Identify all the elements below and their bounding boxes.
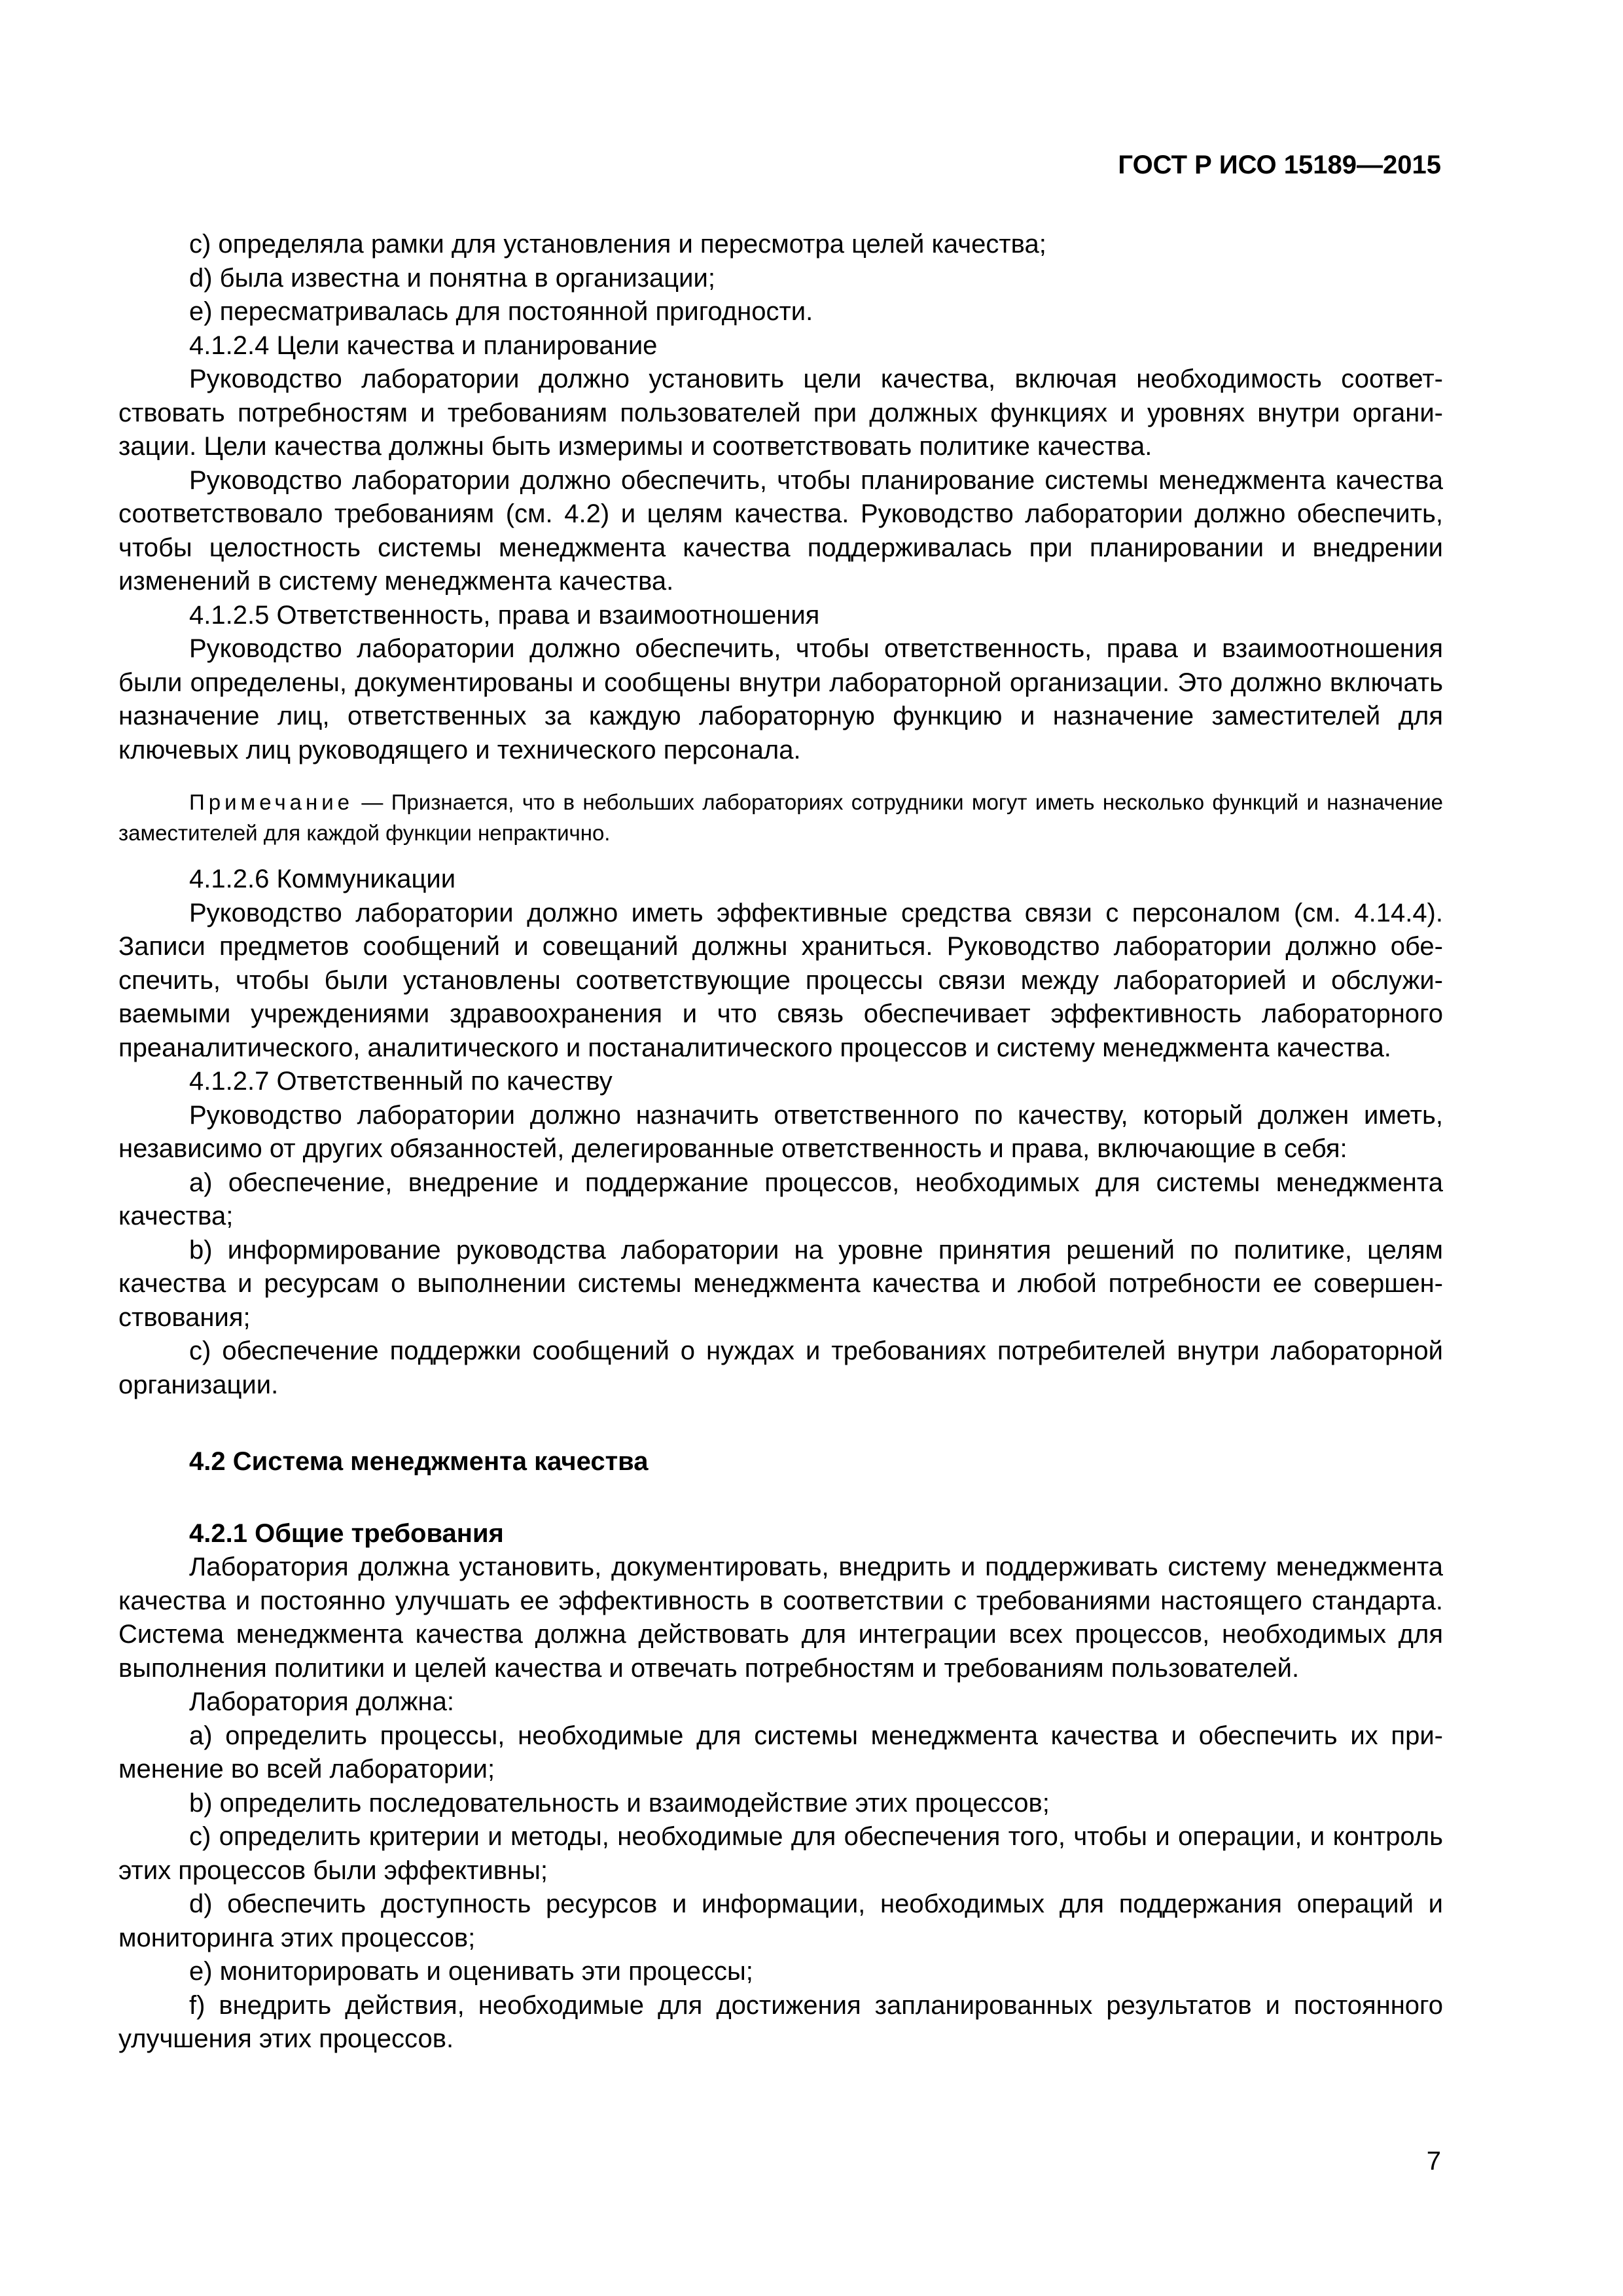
list-item-d: d) была известна и понятна в организации; (189, 263, 715, 293)
list-item-d: d) обеспечить доступность ресурсов и информации, необходимых для поддержания операций и мониторинга этих процессов; (118, 1890, 1443, 1952)
list-item-c: c) определяла рамки для установления и пересмотра целей качества; (189, 230, 1046, 259)
paragraph: Руководство лаборатории должно установить цели качества, включая необходимость соответствовать потребностям и требованиям пользователей при должных функциях и уровнях внутри организации. Цели качества должны быть измеримы и соответствовать политике качества. (118, 365, 1443, 461)
list-item-a: a) обеспечение, внедрение и поддержание процессов, необходимых для системы менеджмента качества; (118, 1168, 1443, 1230)
paragraph: Руководство лаборатории должно иметь эффективные средства связи с персоналом (см. 4.14.4). Записи предметов сообщений и совещаний должны храниться. Руководство лаборатории должно обеспечить, чтобы были установлены соответствующие процессы связи между лабораторией и обслуживаемыми учреждениями здравоохранения и что связь обеспечивает эффективность лабораторного преаналитического, аналитического и постаналитического процессов и систему менеджмента качества. (118, 898, 1443, 1062)
clause-heading-4-1-2-4: 4.1.2.4 Цели качества и планирование (189, 331, 658, 360)
document-body (118, 228, 1443, 2056)
clause-heading-4-1-2-7: 4.1.2.7 Ответственный по качеству (189, 1067, 613, 1096)
document-code-header: ГОСТ Р ИСО 15189—2015 (1118, 151, 1441, 179)
list-item-b: b) информирование руководства лаборатории на уровне принятия решений по политике, целям качества и ресурсам о выполнении системы менеджмента качества и любой потребности ее совершенствования; (118, 1235, 1443, 1332)
list-item-c: c) обеспечение поддержки сообщений о нуждах и требованиях потребителей внутри лабораторной организации. (118, 1336, 1443, 1399)
list-item-f: f) внедрить действия, необходимые для достижения запланированных результатов и постоянного улучшения этих процессов. (118, 1990, 1443, 2053)
list-item-c: c) определить критерии и методы, необходимые для обеспечения того, чтобы и операции, и контроль этих процессов были эффективны; (118, 1822, 1443, 1885)
paragraph: Лаборатория должна установить, документировать, внедрить и поддерживать систему менеджмента качества и постоянно улучшать ее эффективность в соответствии с требованиями настоящего стандарта. Система менеджмента качества должна действовать для интеграции всех процессов, необходимых для выполнения политики и целей качества и отвечать потребностям и требованиям пользователей. (118, 1552, 1443, 1683)
paragraph: Руководство лаборатории должно обеспечить, чтобы планирование системы менеджмента качества соответствовало требованиям (см. 4.2) и целям качества. Руководство лаборатории должно обеспечить, чтобы целостность системы менеджмента качества поддерживалась при планировании и внедрении изменений в систему менеджмента качества. (118, 465, 1443, 596)
page-number: 7 (1426, 2147, 1441, 2176)
note (118, 787, 1443, 848)
clause-heading-4-1-2-5: 4.1.2.5 Ответственность, права и взаимоотношения (189, 600, 820, 630)
list-item-a: a) определить процессы, необходимые для системы менеджмента качества и обеспечить их применение во всей лаборатории; (118, 1721, 1443, 1784)
paragraph: Руководство лаборатории должно назначить ответственного по качеству, который должен иметь, независимо от других обязанностей, делегированные ответственность и права, включающие в себя: (118, 1100, 1443, 1163)
note-text: — Признается, что в небольших лабораториях сотрудники могут иметь несколько функций и назначение заместителей для каждой функции непрактично. (118, 790, 1443, 845)
list-item-b: b) определить последовательность и взаимодействие этих процессов; (189, 1788, 1050, 1818)
note-label: Примечание (189, 790, 354, 814)
paragraph: Руководство лаборатории должно обеспечить, чтобы ответственность, права и взаимоотношения были определены, документированы и сообщены внутри лабораторной организации. Это должно включать назначение лиц, ответственных за каждую лабораторную функцию и назначение заместителей для ключевых лиц руководящего и технического персонала. (118, 634, 1443, 764)
list-item-e: e) мониторировать и оценивать эти процессы; (189, 1957, 753, 1986)
paragraph: Лаборатория должна: (189, 1687, 454, 1716)
clause-heading-4-2-1: 4.2.1 Общие требования (189, 1518, 504, 1548)
list-item-e: e) пересматривалась для постоянной пригодности. (189, 297, 813, 326)
section-heading-4-2: 4.2 Система менеджмента качества (189, 1447, 649, 1476)
clause-heading-4-1-2-6: 4.1.2.6 Коммуникации (189, 865, 456, 893)
